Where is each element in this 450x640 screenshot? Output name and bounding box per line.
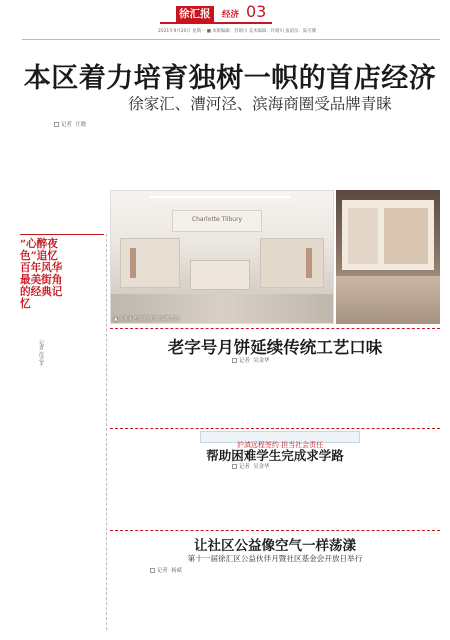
masthead-info-line: 2021年9月20日 星期一 ■ 本版编辑：肖晴川 美术编辑：许晴川 报道员：陆可珊 [158,29,317,34]
aid-byline: 记者 吴金华 [232,462,269,470]
lead-column-1 [20,130,116,230]
aid-reporter: 吴金华 [253,464,270,470]
craft-column-2 [220,366,324,424]
lead-headline: 本区着力培育独树一帜的首店经济 [23,63,437,94]
sidebar-divider [106,234,107,630]
byline-marker-icon [232,358,237,363]
masthead-rule [22,39,440,40]
lead-reporter: 汪晓 [75,122,87,128]
sidebar-headline-box [20,238,64,336]
craft-column-3 [330,366,440,424]
section-name: 经济 [222,10,240,20]
aid-kicker: 沪滇远程签约 担当社会责任 [236,441,324,449]
charity-subheadline: 第十一届徐汇区公益伙伴月暨社区基金会开放日举行 [187,554,363,563]
paper-name: 徐汇报 [179,8,211,20]
lead-subheadline: 徐家汇、漕河泾、滨海商圈受品牌青睐 [128,95,392,113]
craft-top-rule [110,328,440,329]
craft-reporter: 吴金华 [253,358,270,364]
sidebar-body [20,338,104,628]
aid-kicker-box [200,431,360,449]
masthead-logo [176,6,214,22]
byline-marker-icon [232,464,237,469]
byline-marker-icon [150,568,155,573]
charity-headline: 让社区公益像空气一样荡漾 [194,538,356,554]
sidebar-reporter: 沈志平 [38,351,44,367]
masthead-underline [160,22,272,24]
aid-headline: 帮助困难学生完成求学路 [206,448,344,463]
lead-photo-storefront [336,190,440,324]
byline-marker-icon [54,122,59,127]
sidebar-top-rule [20,234,104,235]
charity-top-rule [110,530,440,531]
lead-photo-store-interior: Charlotte Tilbury [110,190,334,324]
charity-byline: 记者 杨斌 [150,566,182,574]
lead-photo-caption: ▲ 入驻本区商场的国际品牌首店 [114,317,179,322]
charity-column-1 [110,576,214,632]
craft-headline: 老字号月饼延续传统工艺口味 [167,338,383,357]
sidebar-headline: “心醉夜色”追忆百年风华最美街角的经典记忆 [20,238,63,310]
sidebar-byline: 记者 沈志平 [38,340,44,367]
lead-column-3 [224,130,326,188]
charity-column-3 [330,576,440,632]
craft-column-1 [110,366,214,424]
charity-column-2 [220,576,324,632]
lead-byline: 记者 汪晓 [54,120,86,128]
aid-column-3 [330,472,440,522]
craft-byline: 记者 吴金华 [232,356,269,364]
aid-column-1 [110,472,214,522]
lead-column-4 [332,130,440,188]
masthead [0,0,450,44]
aid-top-rule [110,428,440,429]
lead-article-title-block [20,56,440,116]
page-number: 03 [246,2,267,21]
charity-reporter: 杨斌 [171,568,183,574]
aid-column-2 [220,472,324,522]
